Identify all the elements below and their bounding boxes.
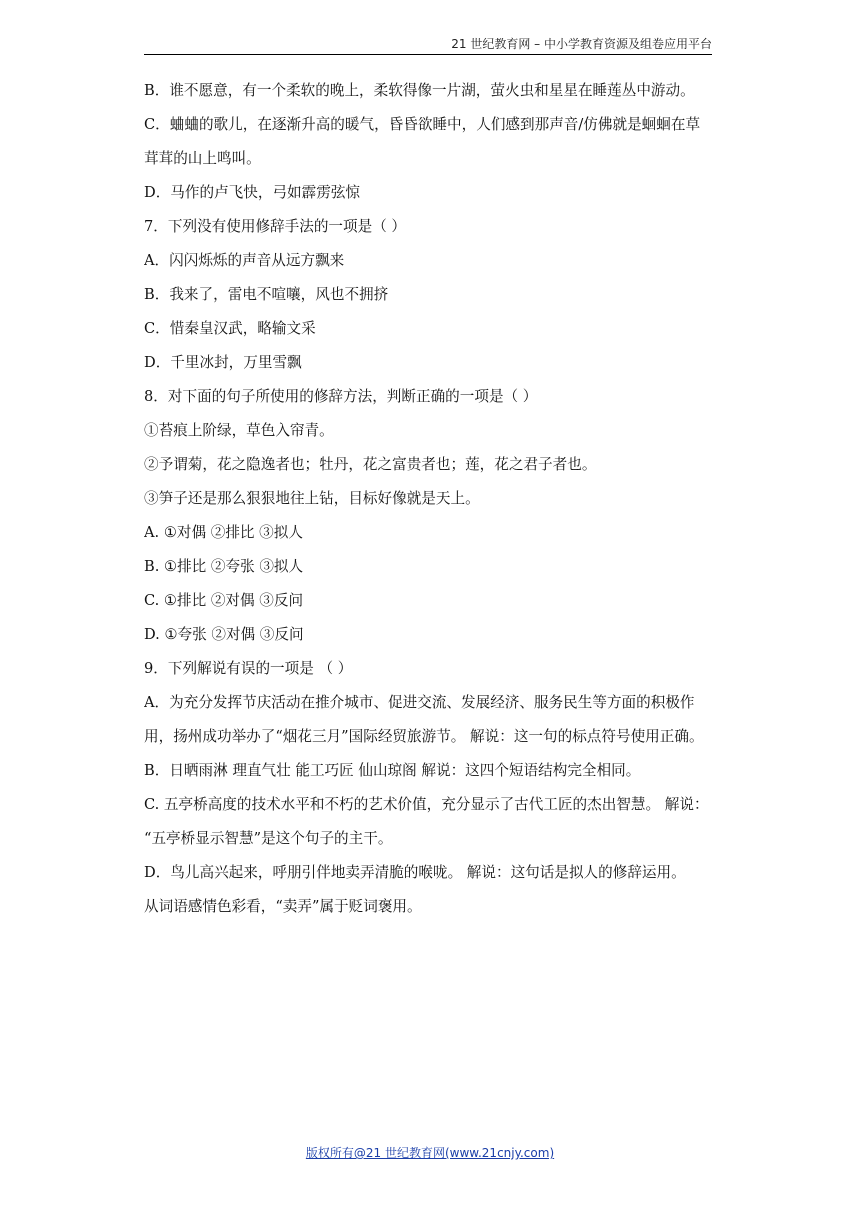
header-separator: – <box>530 37 541 51</box>
question-8-sentence-2: ②予谓菊，花之隐逸者也；牡丹，花之富贵者也；莲，花之君子者也。 <box>144 456 597 473</box>
question-7-option-d: D．千里冰封，万里雪飘 <box>144 354 302 371</box>
text-line: D．马作的卢飞快，弓如霹雳弦惊 <box>144 184 361 201</box>
copyright-link[interactable]: 版权所有@21 世纪教育网(www.21cnjy.com) <box>305 1146 555 1160</box>
question-9-option-a: A．为充分发挥节庆活动在推介城市、促进交流、发展经济、服务民生等方面的积极作 <box>144 694 695 711</box>
question-8-sentence-3: ③笋子还是那么狠狠地往上钻，目标好像就是天上。 <box>144 490 480 507</box>
page-header <box>144 36 712 55</box>
question-8-option-c: C. ①排比 ②对偶 ③反问 <box>144 592 304 609</box>
question-8-stem: 8．对下面的句子所使用的修辞方法，判断正确的一项是（ ） <box>144 388 538 405</box>
text-line: C．蛐蛐的歌儿，在逐渐升高的暖气，昏昏欲睡中，人们感到那声音/仿佛就是蛔蛔在草 <box>144 116 701 133</box>
question-9-option-d: D．鸟儿高兴起来，呼朋引伴地卖弄清脆的喉咙。 解说：这句话是拟人的修辞运用。 <box>144 864 686 881</box>
question-9-option-a-cont: 用，扬州成功举办了“烟花三月”国际经贸旅游节。 解说：这一句的标点符号使用正确。 <box>144 728 704 745</box>
question-9-stem: 9．下列解说有误的一项是 （ ） <box>144 660 353 677</box>
text-line: 茸茸的山上鸣叫。 <box>144 150 261 167</box>
question-8-option-d: D. ①夸张 ②对偶 ③反问 <box>144 626 304 643</box>
question-8-option-a: A. ①对偶 ②排比 ③拟人 <box>144 524 303 541</box>
question-8-sentence-1: ①苔痕上阶绿，草色入帘青。 <box>144 422 334 439</box>
question-7-option-c: C．惜秦皇汉武，略输文采 <box>144 320 316 337</box>
question-7-stem: 7．下列没有使用修辞手法的一项是（ ） <box>144 218 407 235</box>
question-9-option-d-cont: 从词语感情色彩看，“卖弄”属于贬词褒用。 <box>144 898 422 915</box>
document-body <box>144 74 720 924</box>
page-footer <box>0 1145 860 1161</box>
header-platform-name: 中小学教育资源及组卷应用平台 <box>543 37 712 51</box>
question-7-option-a: A．闪闪烁烁的声音从远方飘来 <box>144 252 345 269</box>
question-7-option-b: B．我来了，雷电不喧嚷，风也不拥挤 <box>144 286 389 303</box>
question-8-option-b: B. ①排比 ②夸张 ③拟人 <box>144 558 304 575</box>
question-9-option-b: B．日晒雨淋 理直气壮 能工巧匠 仙山琼阁 解说：这四个短语结构完全相同。 <box>144 762 641 779</box>
question-9-option-c: C. 五亭桥高度的技术水平和不朽的艺术价值，充分显示了古代工匠的杰出智慧。 解说： <box>144 796 709 813</box>
question-9-option-c-cont: “五亭桥显示智慧”是这个句子的主干。 <box>144 830 393 847</box>
header-site-name: 21 世纪教育网 <box>451 37 531 51</box>
text-line: B．谁不愿意，有一个柔软的晚上，柔软得像一片湖，萤火虫和星星在睡莲丛中游动。 <box>144 82 695 99</box>
